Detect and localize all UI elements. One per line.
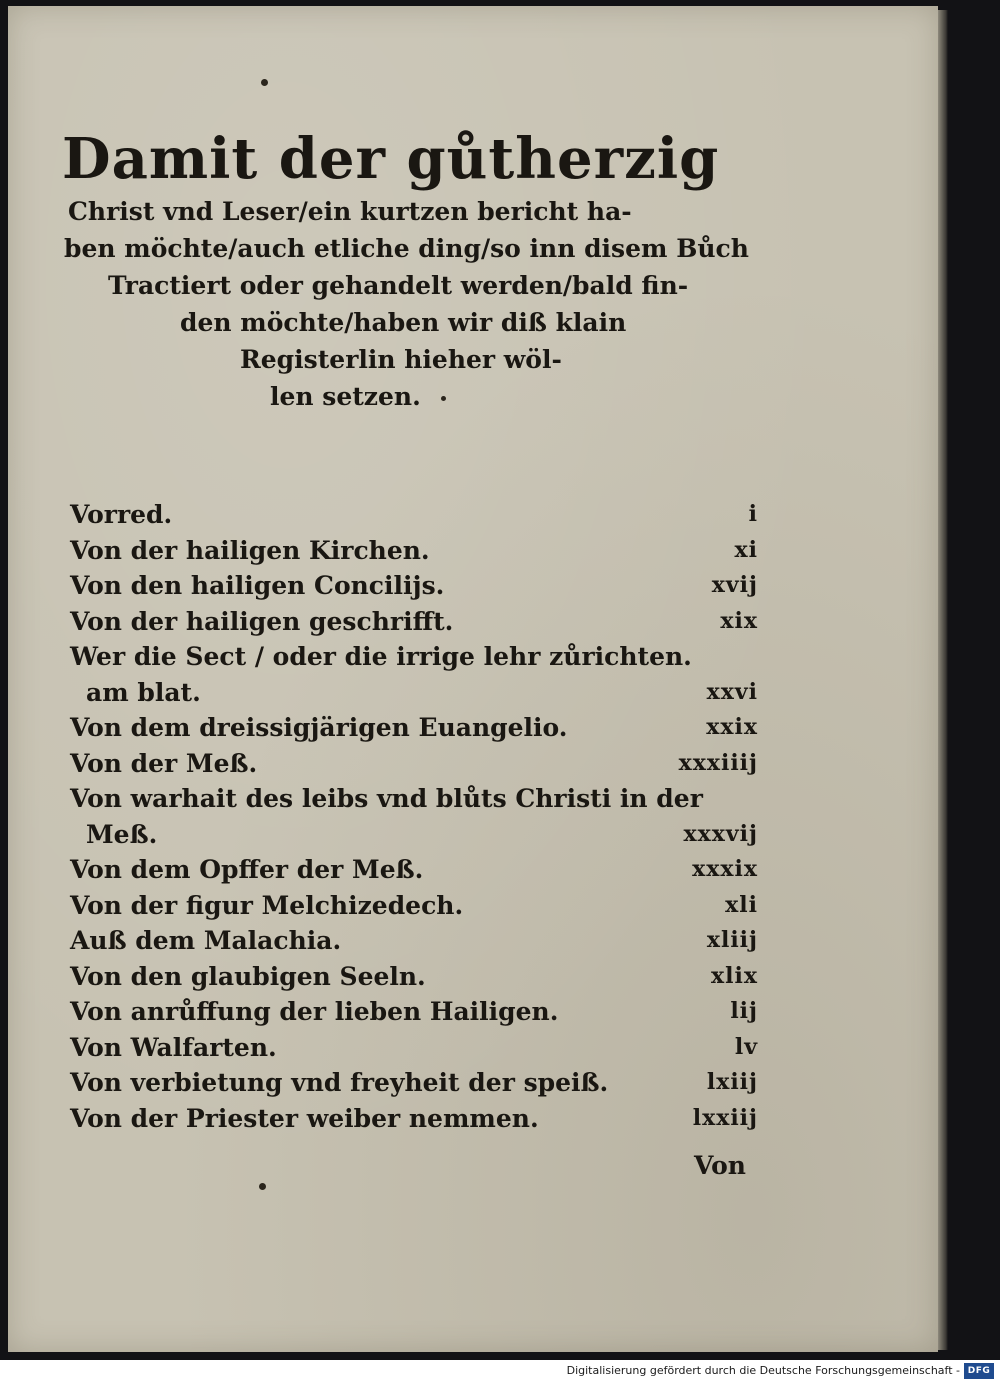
register-entry-label: Meß. <box>86 819 158 849</box>
register-page-number: xxxiiij <box>678 749 758 776</box>
ink-dot-top <box>261 79 268 86</box>
heading-title: Damit der gůtherzig <box>62 126 720 192</box>
register-page-number: xxix <box>706 714 758 740</box>
register-row <box>70 639 770 675</box>
heading-line-3: Tractiert oder gehandelt werden/bald fin- <box>108 271 689 300</box>
dfg-logo: DFG <box>964 1363 994 1379</box>
register-row <box>70 604 770 640</box>
heading-line-6 <box>62 378 762 415</box>
register-row <box>70 710 770 746</box>
register-entry-label: Von der Meß. <box>70 748 258 778</box>
register-entry-label: Von der hailigen geschrifft. <box>70 606 454 636</box>
trailing-dot <box>441 396 446 401</box>
register-row <box>70 568 770 604</box>
register-row <box>70 1065 770 1101</box>
ink-dot-bottom <box>259 1183 266 1190</box>
register-page-number: xix <box>720 607 758 634</box>
footer-credit: Digitalisierung gefördert durch die Deutsche Forschungsgemeinschaft - <box>566 1364 960 1377</box>
register-row <box>70 781 770 817</box>
register-page-number: lxiij <box>706 1069 758 1095</box>
register-entry-label: Von der Priester weiber nemmen. <box>70 1103 539 1133</box>
heading-line-2: ben möchte/auch etliche ding/so inn disem Bůch <box>64 234 749 263</box>
register-row <box>70 1101 770 1137</box>
register-page-number: xxvi <box>706 678 758 705</box>
register-page-number: xliij <box>706 927 758 953</box>
register-row <box>70 852 770 888</box>
register-page-number: xli <box>725 891 758 918</box>
heading-line-4: den möchte/haben wir diß klain <box>180 308 627 337</box>
register-row <box>70 1030 770 1066</box>
register-entry-label: Von dem Opffer der Meß. <box>70 855 424 884</box>
register-entry-label: Wer die Sect / oder die irrige lehr zůrichten. <box>70 642 692 671</box>
register-entry-label: Von Walfarten. <box>70 1032 277 1062</box>
register-entry-label: Von verbietung vnd freyheit der speiß. <box>70 1068 609 1097</box>
register-page-number: i <box>748 501 758 527</box>
register-page-number: lv <box>734 1033 758 1060</box>
register-entry-label: Vorred. <box>70 500 173 529</box>
footer-bar <box>0 1360 1000 1383</box>
register-entry-label: Von anrůffung der lieben Hailigen. <box>70 997 559 1026</box>
heading-line-1: Christ vnd Leser/ein kurtzen bericht ha- <box>68 197 632 226</box>
register-row <box>70 497 770 533</box>
register-row <box>70 923 770 959</box>
register-entry-label: Von warhait des leibs vnd blůts Christi in der <box>70 784 703 813</box>
heading-line-5: Registerlin hieher wöl- <box>240 345 562 374</box>
register-entry-label: Auß dem Malachia. <box>70 926 342 955</box>
register-row <box>70 746 770 782</box>
page-edge <box>938 10 948 1350</box>
register-row <box>70 959 770 995</box>
register-entry-label: Von der hailigen Kirchen. <box>70 535 430 565</box>
register-page-number: xxxvij <box>683 820 758 847</box>
register-page-number: xvij <box>711 572 758 598</box>
register-row <box>70 888 770 924</box>
register-row <box>70 994 770 1030</box>
register-entry-label: Von dem dreissigjärigen Euangelio. <box>70 713 568 742</box>
register-entry-label: Von den glaubigen Seeln. <box>70 961 426 991</box>
register-page-number: xxxix <box>692 856 758 882</box>
register-page-number: lij <box>730 998 758 1024</box>
register-row <box>70 533 770 569</box>
catchword: Von <box>694 1151 746 1180</box>
register-page-number: xlix <box>711 962 758 989</box>
register-entry-label: am blat. <box>86 677 201 707</box>
register-entry-label: Von der figur Melchizedech. <box>70 890 464 920</box>
register-row <box>70 675 770 711</box>
register-row <box>70 817 770 853</box>
heading-line-6-text: len setzen. <box>270 382 421 411</box>
register-page-number: lxxiij <box>692 1104 758 1131</box>
register-list <box>70 497 770 1136</box>
register-page-number: xi <box>734 536 758 563</box>
register-entry-label: Von den hailigen Concilijs. <box>70 571 445 600</box>
heading-block <box>62 125 762 415</box>
